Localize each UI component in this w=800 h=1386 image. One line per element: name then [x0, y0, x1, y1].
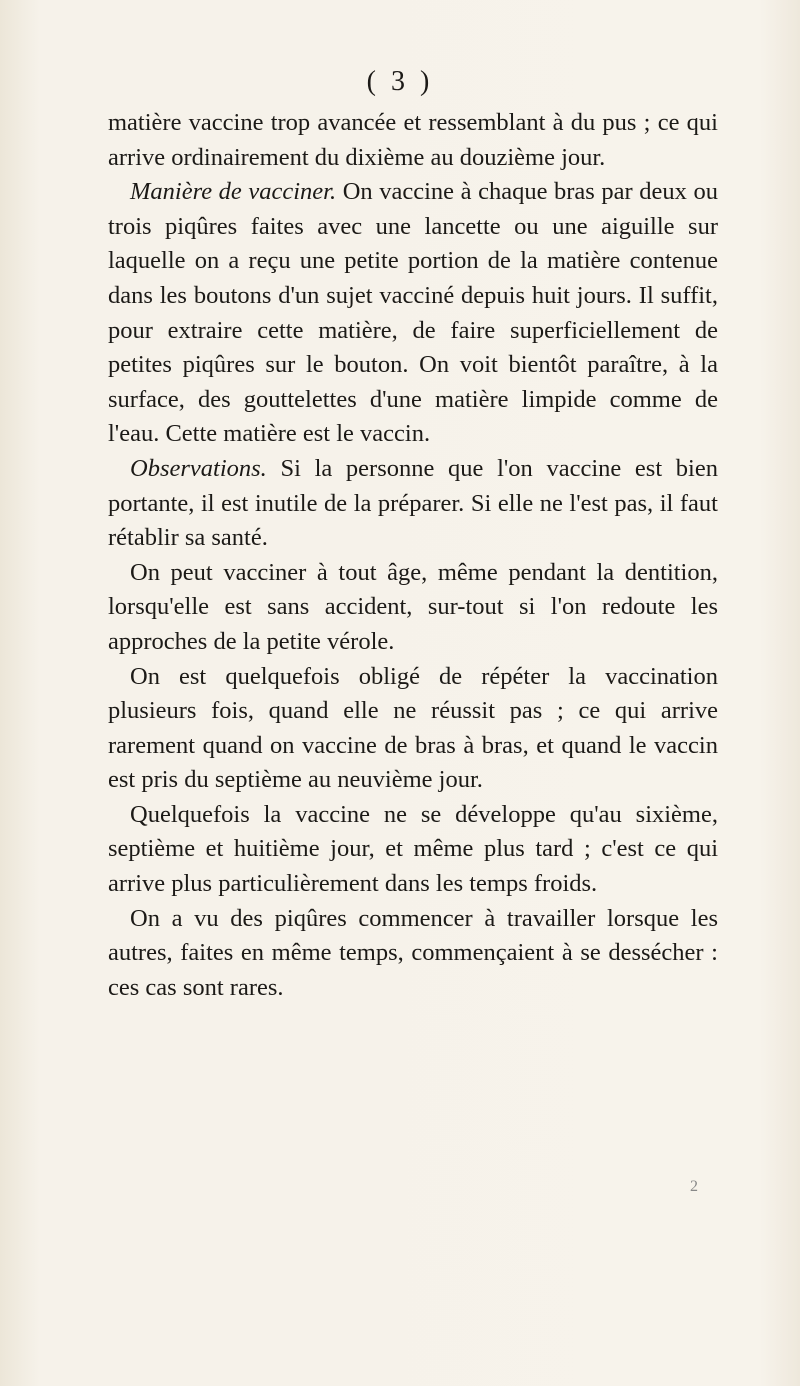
paragraph-4: [108, 556, 718, 660]
paragraph-7-text: On a vu des piqûres commencer à travailler lorsque les autres, faites en même temps, commençaient à se dessécher : ces cas sont rares.: [108, 904, 718, 1001]
paragraph-2: [108, 175, 718, 452]
paragraph-7: [108, 902, 718, 1006]
paragraph-3: [108, 452, 718, 556]
section-heading-observations: Observations.: [130, 454, 267, 482]
paragraph-5-text: On est quelquefois obligé de répéter la vaccination plusieurs fois, quand elle ne réussit pas ; ce qui arrive rarement quand on vaccine de bras à bras, et quand le vaccin est pris du septième au neuvième jour.: [108, 662, 718, 794]
paragraph-2-text: On vaccine à chaque bras par deux ou trois piqûres faites avec une lancette ou une aiguille sur laquelle on a reçu une petite portion de la matière contenue dans les boutons d'un sujet vacciné depuis huit jours. Il suffit, pour extraire cette matière, de faire superficiellement de petites piqûres sur le bouton. On voit bientôt paraître, à la surface, des gouttelettes d'une matière limpide comme de l'eau. Cette matière est le vaccin.: [108, 178, 718, 448]
section-heading-maniere: Manière de vacciner.: [130, 178, 337, 206]
paragraph-4-text: On peut vacciner à tout âge, même pendant la dentition, lorsqu'elle est sans accident, sur-tout si l'on redoute les approches de la petite vérole.: [108, 558, 718, 655]
paragraph-5: [108, 660, 718, 798]
paragraph-1: [108, 106, 718, 175]
paragraph-6-text: Quelquefois la vaccine ne se développe qu'au sixième, septième et huitième jour, et même plus tard ; c'est ce qui arrive plus particulièrement dans les temps froids.: [108, 800, 718, 898]
paragraph-3-text: Si la personne que l'on vaccine est bien portante, il est inutile de la préparer. Si elle ne l'est pas, il faut rétablir sa santé.: [108, 454, 718, 552]
paragraph-1-text: matière vaccine trop avancée et ressemblant à du pus ; ce qui arrive ordinairement du dixième au douzième jour.: [108, 109, 718, 171]
body-text: [108, 106, 718, 1005]
signature-mark: 2: [690, 1178, 698, 1195]
page-number: ( 3 ): [366, 66, 434, 97]
paragraph-6: [108, 798, 718, 902]
